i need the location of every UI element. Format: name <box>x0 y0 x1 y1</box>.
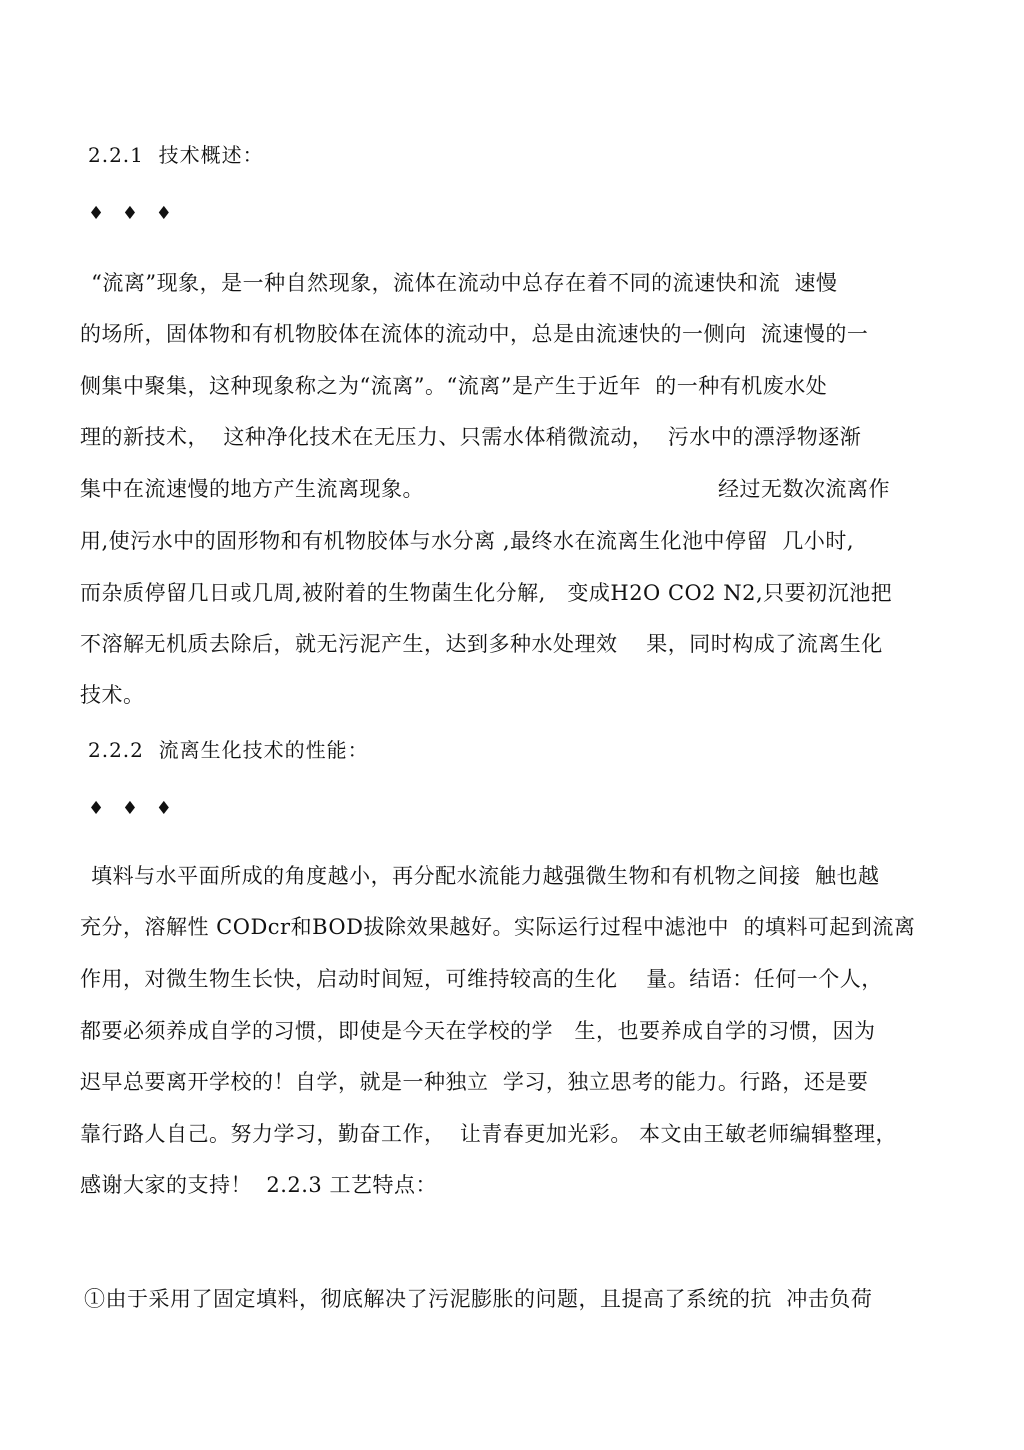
paragraph-line: 技术。 <box>80 683 145 707</box>
section-heading-2-2-1: 2.2.1 技术概述： <box>88 143 264 167</box>
paragraph-line: 充分，溶解性 CODcr和BOD拔除效果越好。实际运行过程中滤池中 的填料可起到流离 <box>80 915 916 939</box>
paragraph-line: 用,使污水中的固形物和有机物胶体与水分离 ,最终水在流离生化池中停留 几小时, <box>80 529 855 553</box>
paragraph-line: 经过无数次流离作 <box>718 477 890 501</box>
section-heading-2-2-2: 2.2.2 流离生化技术的性能： <box>88 738 369 762</box>
paragraph-line: 感谢大家的支持！ 2.2.3 工艺特点： <box>80 1173 437 1197</box>
paragraph-line: 不溶解无机质去除后，就无污泥产生，达到多种水处理效 果，同时构成了流离生化 <box>80 632 883 656</box>
paragraph-line: 迟早总要离开学校的！自学，就是一种独立 学习，独立思考的能力。行路，还是要 <box>80 1070 869 1094</box>
paragraph-line: 侧集中聚集，这种现象称之为“流离”。“流离”是产生于近年 的一种有机废水处 <box>80 374 828 398</box>
paragraph-line: ①由于采用了固定填料，彻底解决了污泥膨胀的问题，且提高了系统的抗 冲击负荷 <box>84 1287 873 1311</box>
paragraph-line: 靠行路人自己。努力学习，勤奋工作， 让青春更加光彩。 本文由王敏老师编辑整理， <box>80 1122 898 1146</box>
paragraph-line: 集中在流速慢的地方产生流离现象。 <box>80 477 424 501</box>
bullet-diamonds: ♦ ♦ ♦ <box>88 798 178 819</box>
paragraph-line: 的场所，固体物和有机物胶体在流体的流动中，总是由流速快的一侧向 流速慢的一 <box>80 322 869 346</box>
paragraph-line: 填料与水平面所成的角度越小，再分配水流能力越强微生物和有机物之间接 触也越 <box>84 864 880 888</box>
paragraph-line: “流离”现象，是一种自然现象，流体在流动中总存在着不同的流速快和流 速慢 <box>84 271 838 295</box>
paragraph-line: 理的新技术， 这种净化技术在无压力、只需水体稍微流动， 污水中的漂浮物逐渐 <box>80 425 862 449</box>
paragraph-line: 作用，对微生物生长快，启动时间短，可维持较高的生化 量。结语：任何一个人， <box>80 967 883 991</box>
paragraph-line: 而杂质停留几日或几周,被附着的生物菌生化分解, 变成H2O CO2 N2,只要初沉池把 <box>80 581 893 605</box>
bullet-diamonds: ♦ ♦ ♦ <box>88 203 178 224</box>
paragraph-line: 都要必须养成自学的习惯，即使是今天在学校的学 生，也要养成自学的习惯，因为 <box>80 1019 876 1043</box>
